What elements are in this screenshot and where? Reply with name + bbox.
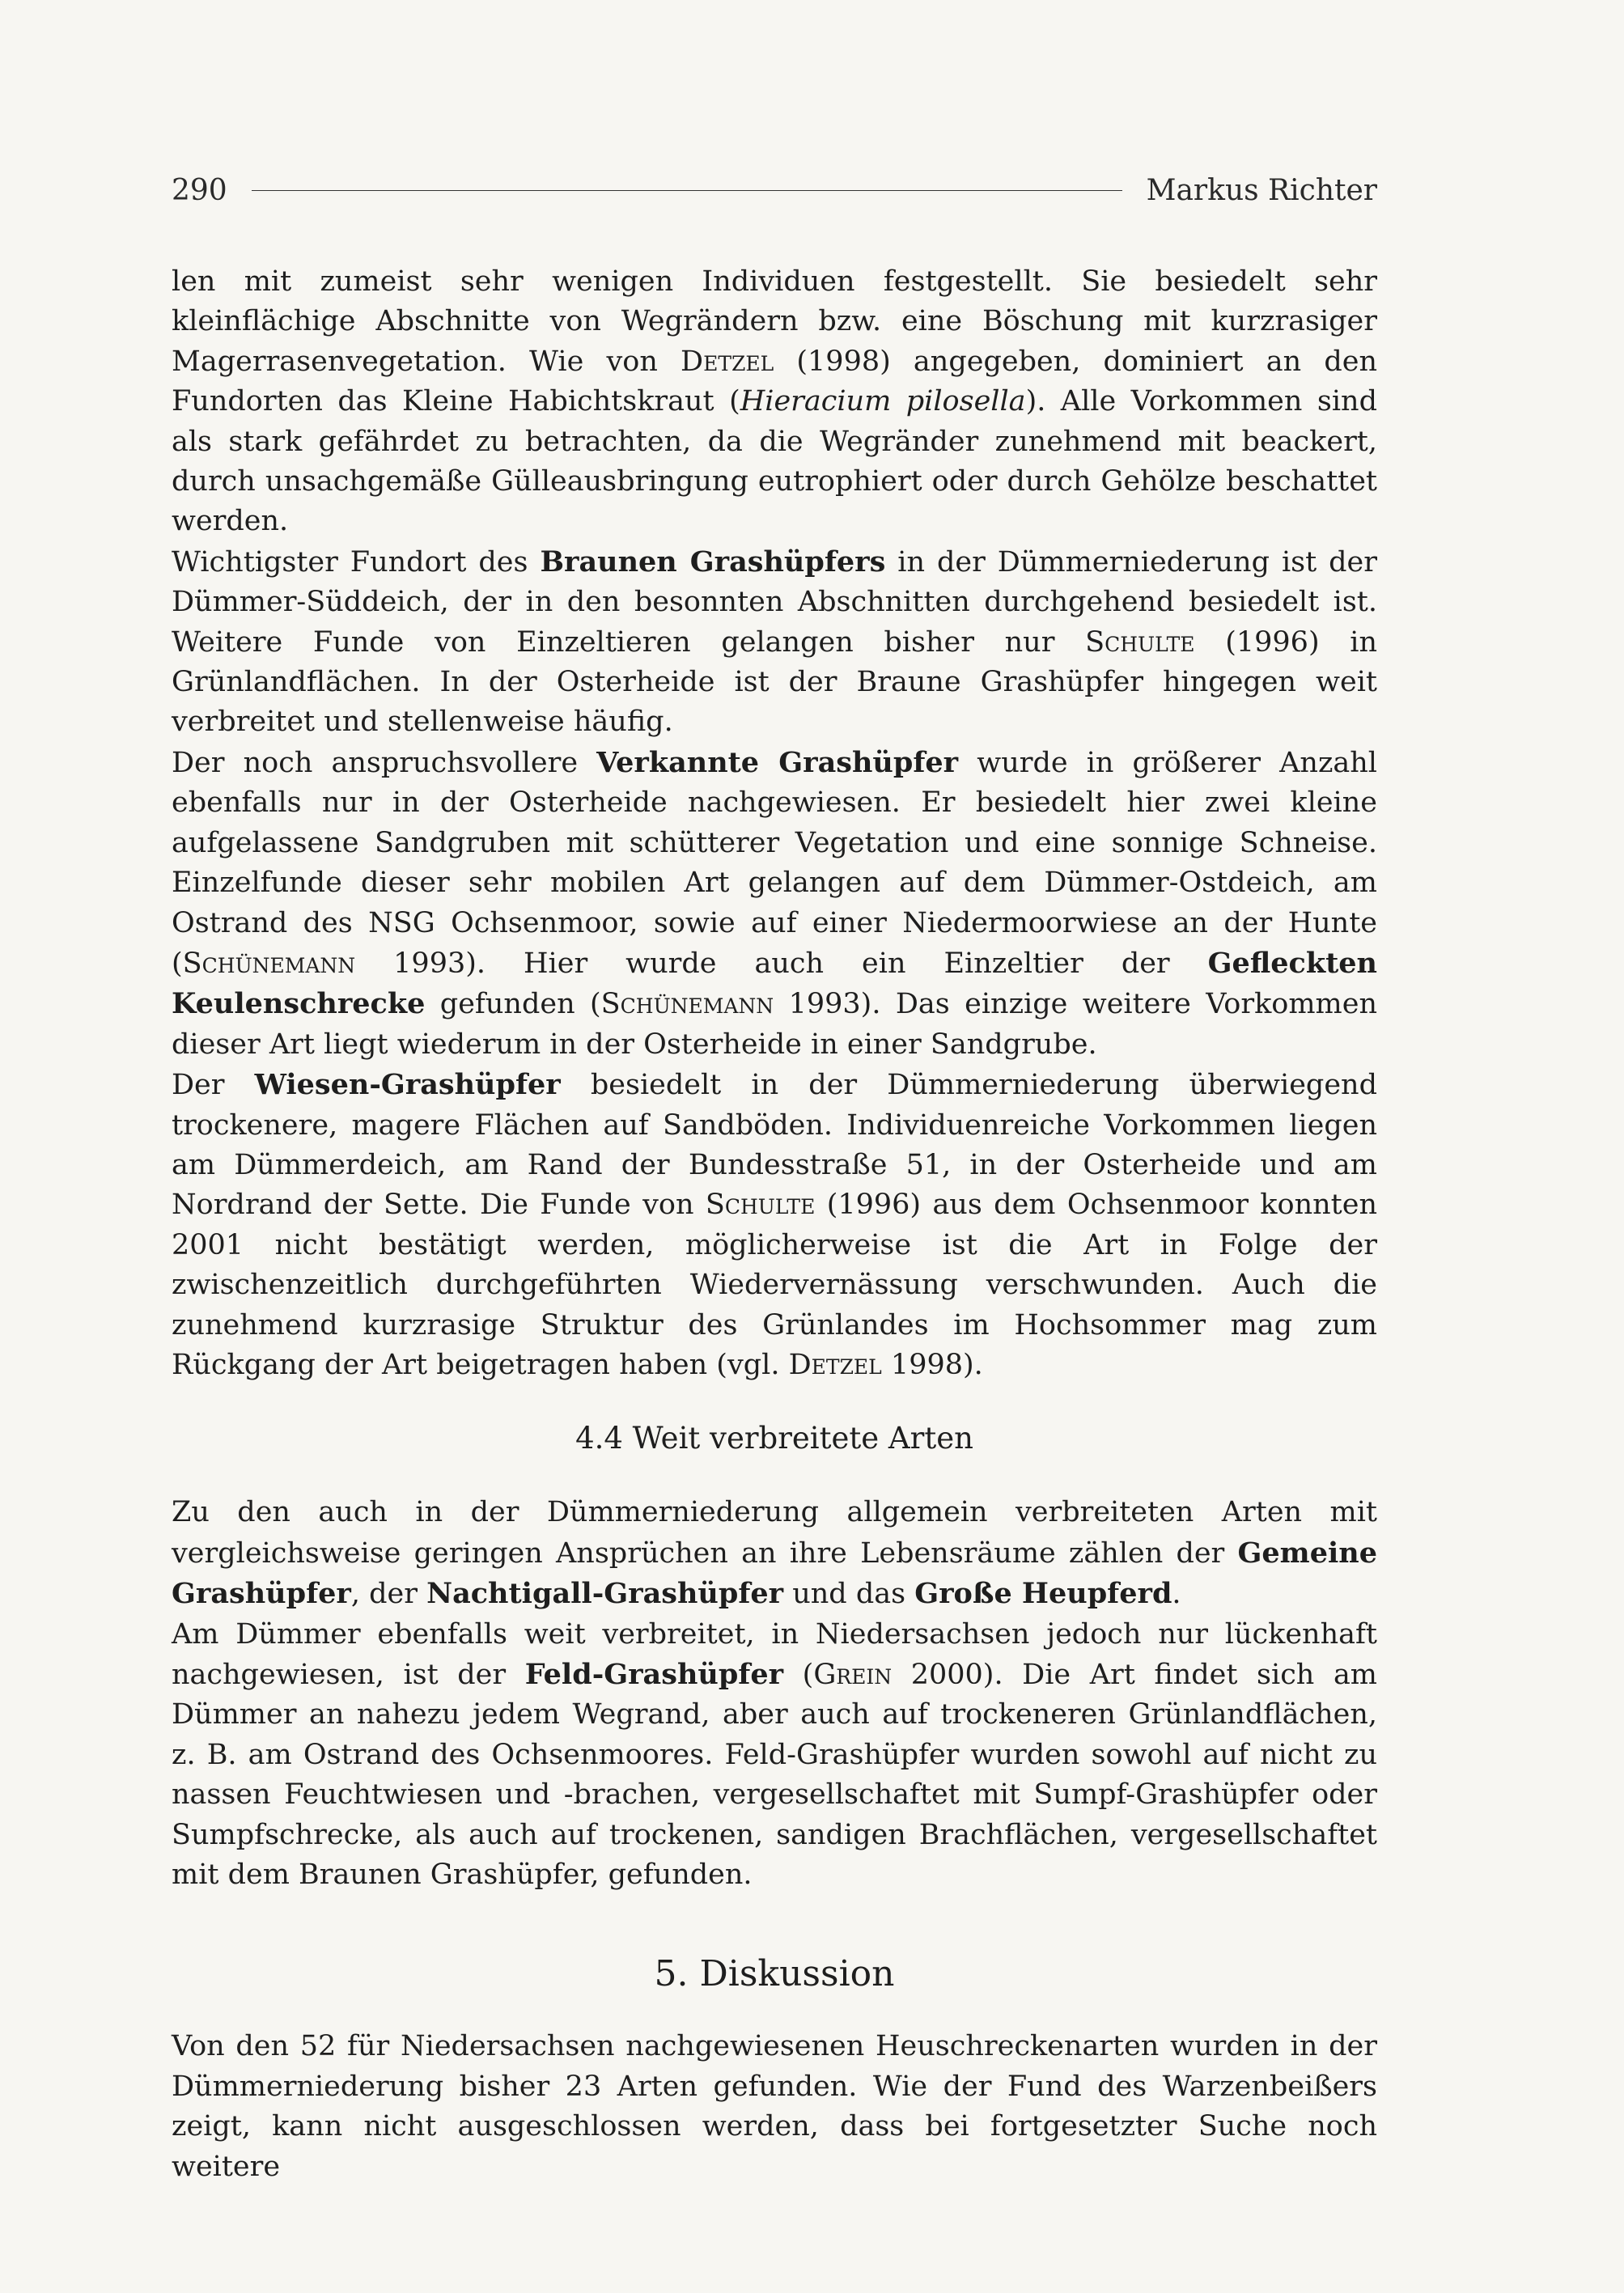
species-name: Hieracium pilosella	[740, 385, 1026, 418]
citation-author: Grein	[813, 1659, 893, 1691]
running-author: Markus Richter	[1146, 173, 1377, 207]
citation-author: Schünemann	[182, 947, 356, 980]
paragraph-5: Zu den auch in der Dümmerniederung allgemein verbreiteten Arten mit vergleichsweise geringen Ansprüchen an ihre Lebensräume zählen der Gemeine Grashüpfer, der Nachtigall-Grashüpfer und das Große Heupferd.	[172, 1496, 1377, 1611]
citation-author: Schulte	[705, 1189, 816, 1222]
species-highlight: Wiesen-Grashüpfer	[254, 1068, 561, 1102]
paragraph-2: Wichtigster Fundort des Braunen Grashüpfers in der Dümmerniederung ist der Dümmer-Süddeich, der in den besonnten Abschnitten durchgehend besiedelt ist. Weitere Funde von Einzeltieren gelangen bisher nur Schulte (1996) in Grünlandflächen. In der Osterheide ist der Braune Grashüpfer hingegen weit verbreitet und stellenweise häufig.	[172, 545, 1378, 739]
species-highlight: Gemeine Grashüpfer	[172, 1536, 1377, 1611]
citation-author: Schünemann	[600, 988, 774, 1021]
paragraph-7: Von den 52 für Niedersachsen nachgewiesenen Heuschreckenarten wurden in der Dümmerniederung bisher 23 Arten gefunden. Wie der Fund des Warzenbeißers zeigt, kann nicht ausgeschlossen werden, dass bei fortgesetzter Suche noch weitere	[172, 2030, 1377, 2183]
section-heading: 5. Diskussion	[654, 1953, 895, 1995]
species-highlight: Nachtigall-Grashüpfer	[426, 1577, 784, 1611]
running-header	[172, 170, 1377, 210]
species-highlight: Braunen Grashüpfers	[540, 545, 886, 579]
species-highlight: Verkannte Grashüpfer	[596, 745, 959, 779]
paragraph-4: Der Wiesen-Grashüpfer besiedelt in der Dümmerniederung überwiegend trockenere, magere Flächen auf Sandböden. Individuenreiche Vorkommen liegen am Dümmerdeich, am Rand der Bundesstraße 51, in der Osterheide und am Nordrand der Sette. Die Funde von Schulte (1996) aus dem Ochsenmoor konnten 2001 nicht bestätigt werden, möglicherweise ist die Art in Folge der zwischenzeitlich durchgeführten Wiedervernässung verschwunden. Auch die zunehmend kurzrasige Struktur des Grünlandes im Hochsommer mag zum Rückgang der Art beigetragen haben (vgl. Detzel 1998).	[172, 1068, 1377, 1381]
paragraph-1: len mit zumeist sehr wenigen Individuen festgestellt. Sie besiedelt sehr kleinflächige Abschnitte von Wegrändern bzw. eine Böschung mit kurzrasiger Magerrasenvegetation. Wie von Detzel (1998) angegeben, dominiert an den Fundorten das Kleine Habichtskraut (Hieracium pilosella). Alle Vorkommen sind als stark gefährdet zu betrachten, da die Wegränder zunehmend mit beackert, durch unsachgemäße Gülleausbringung eutrophiert oder durch Gehölze beschattet werden.	[172, 265, 1377, 538]
citation-author: Detzel	[788, 1348, 882, 1381]
subsection-heading: 4.4 Weit verbreitete Arten	[575, 1421, 973, 1456]
species-highlight: Große Heupferd	[914, 1577, 1172, 1611]
header-rule	[252, 190, 1122, 191]
page-number: 290	[172, 173, 227, 207]
body-text	[172, 262, 1377, 2187]
species-highlight: Feld-Grashüpfer	[524, 1658, 784, 1691]
citation-author: Schulte	[1085, 625, 1195, 659]
paragraph-6: Am Dümmer ebenfalls weit verbreitet, in Niedersachsen jedoch nur lückenhaft nachgewiesen, ist der Feld-Grashüpfer (Grein 2000). Die Art findet sich am Dümmer an nahezu jedem Wegrand, aber auch auf trockeneren Grünlandflächen, z. B. am Ostrand des Ochsenmoores. Feld-Grashüpfer wurden sowohl auf nicht zu nassen Feuchtwiesen und -brachen, vergesellschaftet mit Sumpf-Grashüpfer oder Sumpfschrecke, als auch auf trockenen, sandigen Brachflächen, vergesellschaftet mit dem Braunen Grashüpfer, gefunden.	[172, 1617, 1377, 1892]
citation-author: Detzel	[681, 345, 774, 378]
paragraph-3: Der noch anspruchsvollere Verkannte Grashüpfer wurde in größerer Anzahl ebenfalls nur in der Osterheide nachgewiesen. Er besiedelt hier zwei kleine aufgelassene Sandgruben mit schütterer Vegetation und eine sonnige Schneise. Einzelfunde dieser sehr mobilen Art gelangen auf dem Dümmer-Ostdeich, am Ostrand des NSG Ochsenmoor, sowie auf einer Niedermoorwiese an der Hunte (Schünemann 1993). Hier wurde auch ein Einzeltier der Gefleckten Keulenschrecke gefunden (Schünemann 1993). Das einzige weitere Vorkommen dieser Art liegt wiederum in der Osterheide in einer Sandgrube.	[172, 745, 1378, 1061]
species-highlight: Gefleckten Keulenschrecke	[172, 946, 1377, 1021]
page	[172, 170, 1377, 2187]
